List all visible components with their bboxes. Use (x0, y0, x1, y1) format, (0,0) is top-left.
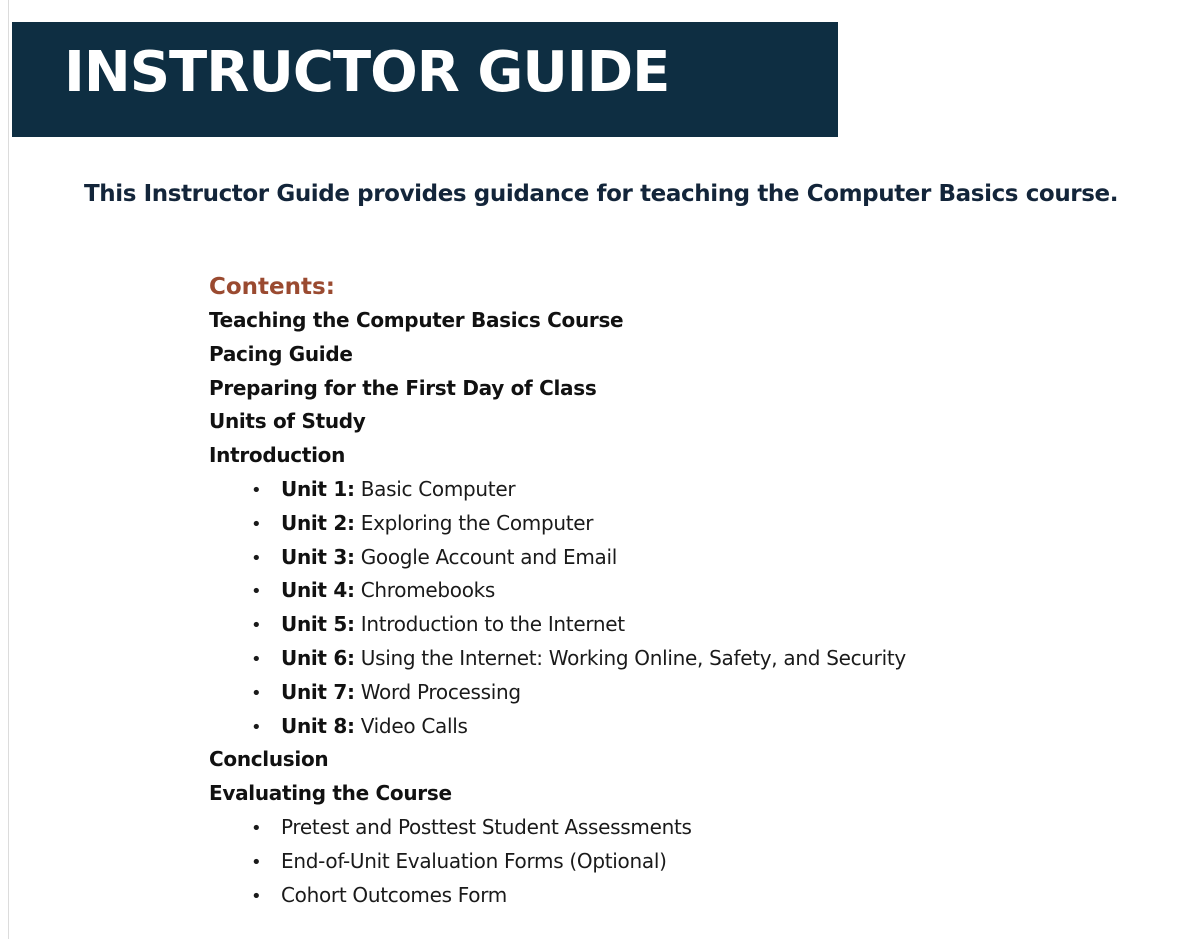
bullet-icon: • (251, 581, 262, 603)
toc-item-units-of-study: Units of Study (209, 409, 366, 434)
toc-item-teaching: Teaching the Computer Basics Course (209, 308, 624, 332)
title-banner (12, 22, 838, 137)
unit-item-2 (251, 507, 1109, 541)
unit-title: Google Account and Email (354, 544, 617, 569)
eval-item-assessments (251, 811, 1109, 845)
unit-title: Word Processing (354, 679, 521, 704)
unit-label: Unit 8: (281, 713, 355, 738)
unit-label: Unit 5: (281, 612, 355, 637)
bullet-icon: • (251, 851, 262, 873)
unit-item-4 (251, 574, 1109, 608)
bullet-icon: • (251, 513, 262, 535)
unit-title: Introduction to the Internet (354, 612, 625, 637)
unit-list (209, 473, 1109, 743)
unit-item-5 (251, 608, 1109, 642)
toc-item-evaluating: Evaluating the Course (209, 781, 452, 806)
unit-item-8 (251, 710, 1109, 744)
unit-label: Unit 1: (281, 476, 355, 501)
bullet-icon: • (251, 682, 262, 704)
table-of-contents (209, 270, 1109, 912)
unit-label: Unit 7: (281, 679, 355, 704)
unit-title: Basic Computer (354, 476, 516, 501)
unit-title: Using the Internet: Working Online, Safety, and Security (354, 645, 906, 670)
eval-item-cohort (251, 879, 1109, 913)
unit-item-1 (251, 473, 1109, 507)
toc-item-first-day: Preparing for the First Day of Class (209, 375, 597, 400)
unit-title: Exploring the Computer (354, 510, 594, 535)
bullet-icon: • (251, 885, 262, 907)
unit-label: Unit 4: (281, 578, 355, 603)
eval-item-label: Pretest and Posttest Student Assessments (281, 814, 692, 839)
unit-item-6 (251, 642, 1109, 676)
toc-item-conclusion: Conclusion (209, 747, 329, 772)
unit-item-7 (251, 676, 1109, 710)
page-edge (0, 0, 9, 939)
unit-label: Unit 2: (281, 510, 355, 535)
unit-label: Unit 6: (281, 645, 355, 670)
bullet-icon: • (251, 479, 262, 501)
toc-item-introduction: Introduction (209, 443, 346, 468)
eval-item-label: Cohort Outcomes Form (281, 882, 507, 907)
bullet-icon: • (251, 716, 262, 738)
toc-item-pacing-guide: Pacing Guide (209, 341, 353, 366)
unit-item-3 (251, 541, 1109, 575)
unit-title: Chromebooks (354, 578, 496, 603)
bullet-icon: • (251, 648, 262, 670)
bullet-icon: • (251, 547, 262, 569)
bullet-icon: • (251, 615, 262, 637)
eval-item-forms (251, 845, 1109, 879)
page-title: INSTRUCTOR GUIDE (64, 40, 670, 105)
contents-heading: Contents: (209, 274, 335, 300)
evaluation-list (209, 811, 1109, 912)
unit-title: Video Calls (354, 713, 468, 738)
eval-item-label: End-of-Unit Evaluation Forms (Optional) (281, 848, 667, 873)
intro-text: This Instructor Guide provides guidance for teaching the Computer Basics course. (84, 181, 1119, 207)
unit-label: Unit 3: (281, 544, 355, 569)
bullet-icon: • (251, 817, 262, 839)
